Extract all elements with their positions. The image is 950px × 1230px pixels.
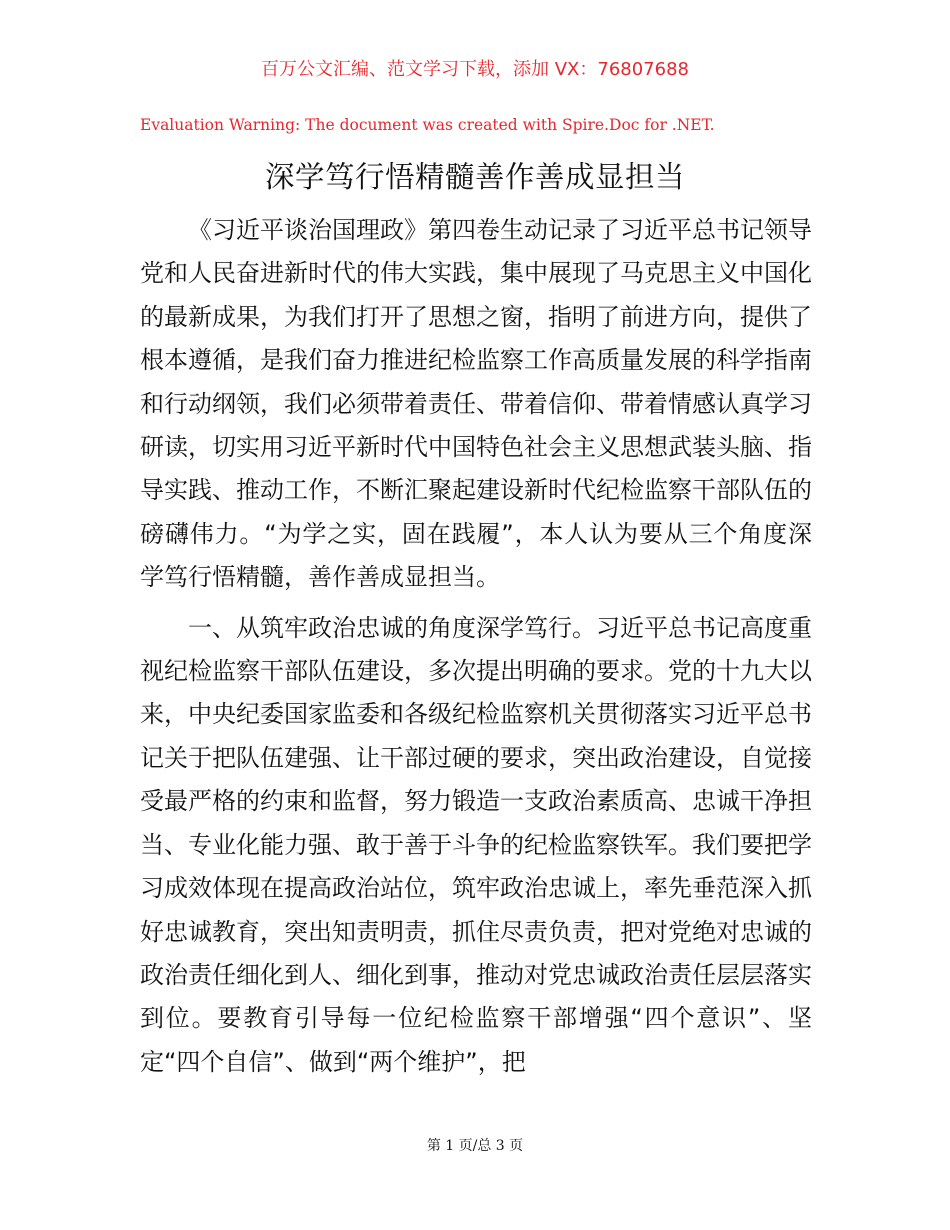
page-number-footer: 第 1 页/总 3 页 [426, 1138, 524, 1154]
document-title: 深学笃行悟精髓善作善成显担当 [264, 160, 685, 194]
paragraph-intro: 《习近平谈治国理政》第四卷生动记录了习近平总书记领导党和人民奋进新时代的伟大实践，集中展现了马克思主义中国化的最新成果，为我们打开了思想之窗，指明了前进方向，提供了根本遵循，是我们奋力推进纪检监察工作高质量发展的科学指南和行动纲领，我们必须带着责任、带着信仰、带着情感认真学习研读，切实用习近平新时代中国特色社会主义思想武装头脑、指导实践、推动工作，不断汇聚起建设新时代纪检监察干部队伍的磅礴伟力。“为学之实，固在践履”，本人认为要从三个角度深学笃行悟精髓，善作善成显担当。 [140, 216, 812, 592]
evaluation-warning: Evaluation Warning: The document was created with Spire.Doc for .NET. [140, 116, 715, 134]
paragraph-section-one: 一、从筑牢政治忠诚的角度深学笃行。习近平总书记高度重视纪检监察干部队伍建设，多次提出明确的要求。党的十九大以来，中央纪委国家监委和各级纪检监察机关贯彻落实习近平总书记关于把队伍建强、让干部过硬的要求，突出政治建设，自觉接受最严格的约束和监督，努力锻造一支政治素质高、忠诚干净担当、专业化能力强、敢于善于斗争的纪检监察铁军。我们要把学习成效体现在提高政治站位，筑牢政治忠诚上，率先垂范深入抓好忠诚教育，突出知责明责，抓住尽责负责，把对党绝对忠诚的政治责任细化到人、细化到事，推动对党忠诚政治责任层层落实到位。要教育引导每一位纪检监察干部增强“四个意识”、坚定“四个自信”、做到“两个维护”，把 [140, 613, 812, 1076]
header-ad-banner: 百万公文汇编、范文学习下载，添加 VX：76807688 [261, 59, 689, 80]
document-body [140, 209, 812, 1084]
